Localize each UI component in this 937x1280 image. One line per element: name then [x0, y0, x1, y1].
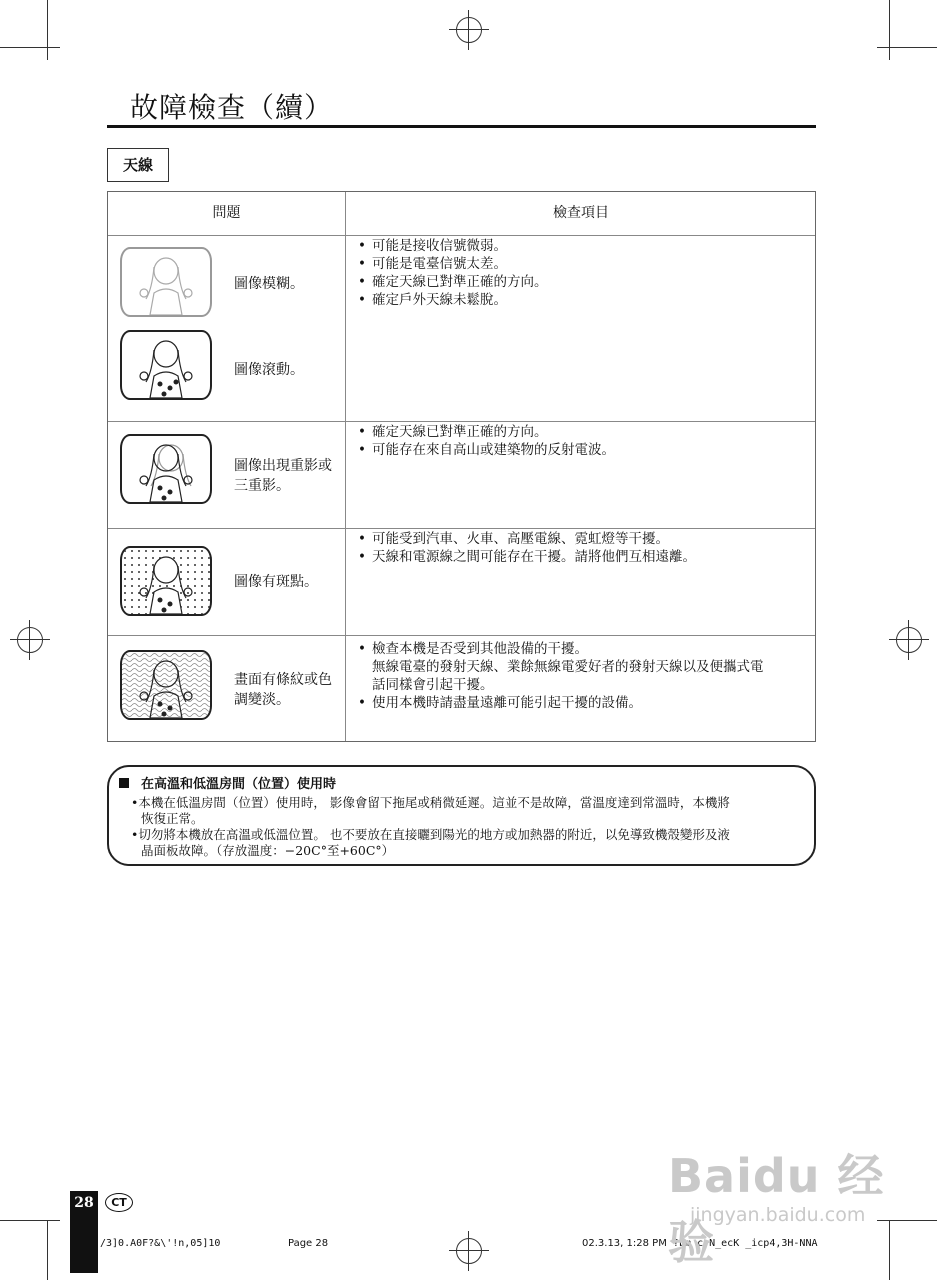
column-header-problem: 問題: [212, 205, 241, 221]
issue-text: 圖像有斑點。: [234, 574, 318, 590]
column-header-check: 檢查項目: [553, 205, 609, 221]
column-divider: [345, 192, 346, 741]
note-line: 晶面板故障。（存放溫度：−20C°至+60C°）: [141, 843, 395, 858]
check-item: • 可能存在來自高山或建築物的反射電波。: [358, 441, 803, 459]
note-line: •切勿將本機放在高溫或低溫位置。 也不要放在直接曬到陽光的地方或加熱器的附近，以免導致機殼變形及液: [131, 827, 730, 842]
check-item-continuation: 話同樣會引起干擾。: [372, 677, 494, 693]
registration-mark: [456, 17, 482, 43]
tv-striped-picture-illustration: [120, 650, 212, 720]
issue-text: [234, 456, 332, 496]
crop-mark: [47, 0, 48, 60]
row-divider: [108, 421, 815, 422]
right-code: ?bm c N_ecK _icp4,3H-NNA: [673, 1238, 818, 1249]
issue-text: 圖像模糊。: [234, 276, 304, 292]
page-title: 故障檢查（續）: [130, 91, 334, 124]
title-rule: [107, 125, 816, 128]
row-divider: [108, 235, 815, 236]
check-list: [358, 640, 803, 712]
check-list: [358, 530, 803, 566]
square-bullet-icon: [119, 778, 129, 788]
issue-line: 三重影。: [234, 478, 290, 494]
crop-mark: [0, 47, 60, 48]
check-item: • 可能受到汽車、火車、高壓電線、霓虹燈等干擾。: [358, 530, 803, 548]
crop-mark: [47, 1220, 48, 1280]
issue-text: 圖像滾動。: [234, 362, 304, 378]
registration-mark: [896, 627, 922, 653]
troubleshooting-table: [107, 191, 816, 742]
crop-mark: [889, 0, 890, 60]
tv-ghost-image-illustration: [120, 434, 212, 504]
row-divider: [108, 635, 815, 636]
issue-line: 圖像出現重影或: [234, 458, 332, 474]
page-number: 28: [70, 1191, 98, 1273]
check-list: [358, 423, 803, 459]
crop-mark: [0, 1220, 60, 1221]
registration-mark: [17, 627, 43, 653]
check-item: • 確定天線已對準正確的方向。: [358, 423, 803, 441]
check-item: • 天線和電源線之間可能存在干擾。請將他們互相遠離。: [358, 548, 803, 566]
watermark-text: Baidu 经验: [668, 1149, 885, 1269]
crop-mark: [877, 47, 937, 48]
check-item: • 使用本機時請盡量遠離可能引起干擾的設備。: [358, 694, 803, 712]
check-item: • 可能是接收信號微弱。: [358, 237, 803, 255]
note-item: [131, 795, 806, 827]
check-item: • 檢查本機是否受到其他設備的干擾。: [358, 640, 803, 658]
issue-text: [234, 670, 332, 710]
note-item: [131, 827, 806, 859]
file-code: /3]0.A0F?&\'!n,05]10: [100, 1238, 221, 1249]
issue-line: 調變淡。: [234, 692, 290, 708]
check-item: • 確定戶外天線未鬆脫。: [358, 291, 803, 309]
watermark-url: jingyan.baidu.com: [690, 1204, 866, 1226]
tv-blurry-picture-illustration: [120, 247, 212, 317]
section-label: 天線: [107, 148, 169, 182]
page-label: Page 28: [288, 1238, 329, 1249]
row-divider: [108, 528, 815, 529]
issue-line: 畫面有條紋或色: [234, 672, 332, 688]
note-title: [119, 773, 336, 792]
tv-rolling-picture-illustration: [120, 330, 212, 400]
registration-mark: [456, 1238, 482, 1264]
tv-snowy-picture-illustration: [120, 546, 212, 616]
note-title-text: 在高溫和低溫房間（位置）使用時: [141, 777, 337, 792]
note-line: •本機在低溫房間（位置）使用時， 影像會留下拖尾或稍微延遲。這並不是故障，當溫度達到常溫時，本機將: [131, 795, 730, 810]
note-line: 恢復正常。: [141, 811, 204, 826]
timestamp: 02.3.13, 1:28 PM: [582, 1238, 667, 1249]
language-badge: CT: [105, 1193, 133, 1212]
check-item: • 確定天線已對準正確的方向。: [358, 273, 803, 291]
check-item-continuation: 無線電臺的發射天線、業餘無線電愛好者的發射天線以及便攜式電: [372, 659, 764, 675]
temperature-note: [107, 765, 816, 866]
check-item: • 可能是電臺信號太差。: [358, 255, 803, 273]
check-list: [358, 237, 803, 309]
